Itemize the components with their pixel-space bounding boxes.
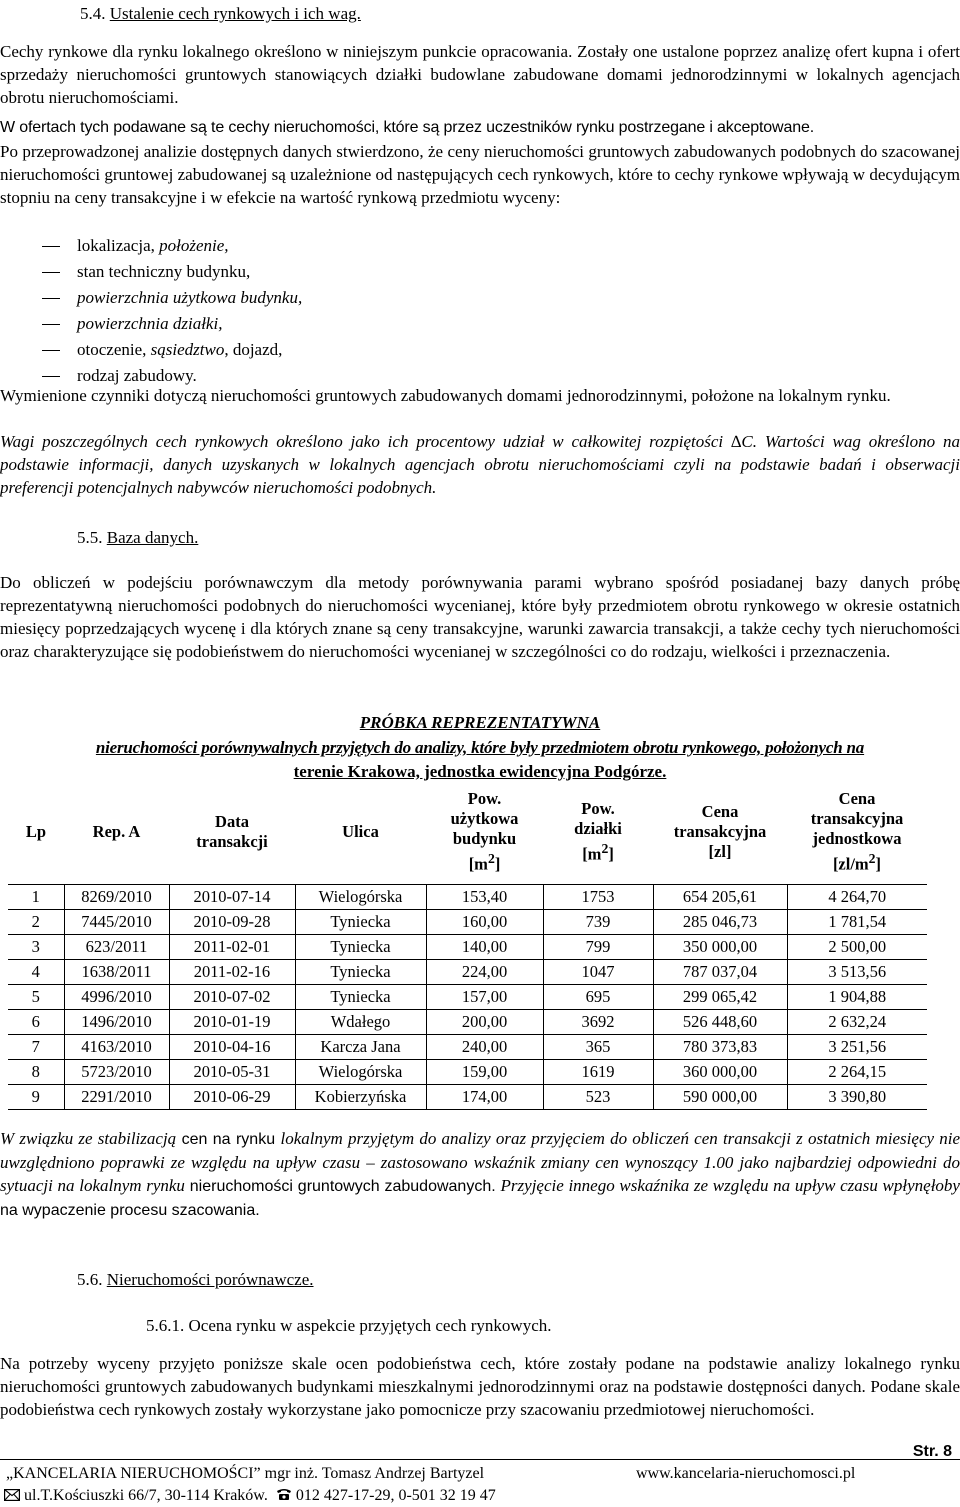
heading-title: Ustalenie cech rynkowych i ich wag.	[109, 4, 361, 23]
table-subtitle: terenie Krakowa, jednostka ewidencyjna Podgórze.	[293, 762, 667, 781]
table-cell: 695	[543, 985, 653, 1010]
footer-address-line	[4, 1484, 496, 1507]
table-cell: 1 781,54	[787, 910, 927, 935]
table-cell: 1 904,88	[787, 985, 927, 1010]
table-cell: 1619	[543, 1060, 653, 1085]
header-street: Ulica	[342, 822, 379, 841]
footer-phone: 012 427-17-29, 0-501 32 19 47	[295, 1487, 496, 1504]
page-number: Str. 8	[912, 1443, 952, 1460]
paragraph: W związku ze stabilizacją cen na rynku lokalnym przyjętym do analizy oraz przyjęciem do obliczeń cen transakcji z ostatnich miesięcy nie uwzględniono poprawki ze względu na upływ czasu – zastosowano wskaźnik zmiany cen wynoszący 1.00 jako najbardziej odpowiedni do sytuacji na lokalnym rynku nieruchomości gruntowych zabudowanych. Przyjęcie innego wskaźnika ze względu na upływ czasu wpłynęłoby na wypaczenie procesu szacowania.	[0, 1129, 960, 1219]
table-cell: 4163/2010	[64, 1035, 169, 1060]
table-cell: 523	[543, 1085, 653, 1110]
paragraph: Wymienione czynniki dotyczą nieruchomości gruntowych zabudowanych domami jednorodzinnymi, położone na lokalnym rynku.	[0, 386, 891, 405]
table-cell: 2011-02-16	[169, 960, 295, 985]
table-cell: 623/2011	[64, 935, 169, 960]
heading-title: Ocena rynku w aspekcie przyjętych cech rynkowych.	[188, 1316, 552, 1335]
list-item: powierzchnia działki,	[0, 311, 960, 337]
table-cell: Wielogórska	[295, 885, 426, 910]
table-cell: 654 205,61	[653, 885, 787, 910]
table-cell: 590 000,00	[653, 1085, 787, 1110]
table-cell: Wielogórska	[295, 1060, 426, 1085]
table-cell: 1638/2011	[64, 960, 169, 985]
list-item: otoczenie, sąsiedztwo, dojazd,	[0, 337, 960, 363]
table-cell: 174,00	[426, 1085, 543, 1110]
phone-icon	[276, 1488, 292, 1501]
market-features-list	[0, 233, 960, 389]
table-cell: 7445/2010	[64, 910, 169, 935]
paragraph: Do obliczeń w podejściu porównawczym dla metody porównywania parami wybrano spośród posiadanej bazy danych próbę reprezentatywną nieruchomości podobnych do nieruchomości wycenianej, które były przedmiotem obrotu rynkowego w okresie ostatnich miesięcy poprzedzających wycenę i dla których znane są ceny transakcyjne, warunki zawarcia transakcji, a także cechy tych nieruchomości oraz charakteryzujące się podobieństwem do nieruchomości wycenianej w szczególności co do rodzaju, wielkości i przeznaczenia.	[0, 573, 960, 661]
table-cell: 350 000,00	[653, 935, 787, 960]
table-cell: 140,00	[426, 935, 543, 960]
table-cell: Tyniecka	[295, 960, 426, 985]
table-title: PRÓBKA REPREZENTATYWNA	[359, 713, 601, 732]
table-cell: 153,40	[426, 885, 543, 910]
table-subtitle: nieruchomości porównywalnych przyjętych do analizy, które były przedmiotem obrotu rynkowego, położonych na	[95, 738, 865, 757]
table-cell: 4996/2010	[64, 985, 169, 1010]
table-cell: 5723/2010	[64, 1060, 169, 1085]
table-cell: 365	[543, 1035, 653, 1060]
table-cell: 2 632,24	[787, 1010, 927, 1035]
table-cell: 1047	[543, 960, 653, 985]
table-cell: 360 000,00	[653, 1060, 787, 1085]
table-cell: 2010-05-31	[169, 1060, 295, 1085]
header-rep: Rep. A	[92, 822, 141, 841]
header-price: Cena transakcyjna [zl]	[673, 802, 767, 861]
list-item: rodzaj zabudowy.	[0, 363, 960, 389]
table-cell: 2010-07-02	[169, 985, 295, 1010]
table-cell: 4 264,70	[787, 885, 927, 910]
table-cell: 9	[8, 1085, 64, 1110]
table-cell: 8	[8, 1060, 64, 1085]
table-cell: 3 513,56	[787, 960, 927, 985]
table-header-row	[8, 780, 927, 885]
table-cell: Karcza Jana	[295, 1035, 426, 1060]
table-cell: 739	[543, 910, 653, 935]
table-cell: 2	[8, 910, 64, 935]
table-row	[8, 1060, 927, 1085]
table-row	[8, 1085, 927, 1110]
table-cell: 787 037,04	[653, 960, 787, 985]
table-cell: 3 390,80	[787, 1085, 927, 1110]
table-cell: 799	[543, 935, 653, 960]
section-heading-5-4	[80, 2, 960, 25]
table-row	[8, 935, 927, 960]
table-cell: 200,00	[426, 1010, 543, 1035]
table-row	[8, 1010, 927, 1035]
table-cell: 160,00	[426, 910, 543, 935]
table-cell: Tyniecka	[295, 985, 426, 1010]
list-item: stan techniczny budynku,	[0, 259, 960, 285]
table-row	[8, 985, 927, 1010]
section-heading-5-5	[77, 526, 960, 549]
table-cell: Tyniecka	[295, 910, 426, 935]
table-cell: 5	[8, 985, 64, 1010]
table-cell: 1496/2010	[64, 1010, 169, 1035]
table-cell: Tyniecka	[295, 935, 426, 960]
footer-website[interactable]: www.kancelaria-nieruchomosci.pl	[636, 1465, 856, 1482]
table-cell: 2011-02-01	[169, 935, 295, 960]
table-row	[8, 960, 927, 985]
table-row	[8, 1035, 927, 1060]
table-cell: 2010-04-16	[169, 1035, 295, 1060]
table-row	[8, 910, 927, 935]
sample-table	[8, 780, 927, 1110]
header-lp: Lp	[25, 822, 47, 841]
header-plot-area: Pow. działki $[m^2]$	[574, 799, 622, 864]
heading-number: 5.6.	[77, 1270, 103, 1289]
table-cell: 157,00	[426, 985, 543, 1010]
table-cell: 240,00	[426, 1035, 543, 1060]
table-cell: 780 373,83	[653, 1035, 787, 1060]
section-heading-5-6	[77, 1268, 960, 1291]
table-cell: 159,00	[426, 1060, 543, 1085]
table-cell: 8269/2010	[64, 885, 169, 910]
heading-title: Nieruchomości porównawcze.	[106, 1270, 314, 1289]
table-cell: 1753	[543, 885, 653, 910]
table-cell: 1	[8, 885, 64, 910]
heading-title: Baza danych.	[106, 528, 199, 547]
table-cell: 2010-09-28	[169, 910, 295, 935]
table-cell: Wdałego	[295, 1010, 426, 1035]
paragraph: Wagi poszczególnych cech rynkowych określono jako ich procentowy udział w całkowitej rozpiętości ∆C. Wartości wag określono na podstawie informacji, danych uzyskanych w lokalnych agencjach obrotu nieruchomościami czyli na podstawie badań i obserwacji preferencji potencjalnych nabywców nieruchomości podobnych.	[0, 432, 960, 497]
table-cell: 3	[8, 935, 64, 960]
table-cell: 2010-07-14	[169, 885, 295, 910]
paragraph: Po przeprowadzonej analizie dostępnych danych stwierdzono, że ceny nieruchomości gruntowych zabudowanych podobnych do szacowanej nieruchomości gruntowej zabudowanej są uzależnione od następujących cech rynkowych, które to cechy rynkowe wpływają w decydującym stopniu na ceny transakcyjne i w efekcie na wartość rynkową przedmiotu wyceny:	[0, 142, 960, 207]
table-cell: 526 448,60	[653, 1010, 787, 1035]
table-cell: 3 251,56	[787, 1035, 927, 1060]
list-item: powierzchnia użytkowa budynku,	[0, 285, 960, 311]
table-cell: Kobierzyńska	[295, 1085, 426, 1110]
header-usable-area: Pow. użytkowa budynku $[m^2]$	[450, 789, 519, 874]
header-date: Data transakcji	[196, 812, 268, 851]
table-cell: 2291/2010	[64, 1085, 169, 1110]
table-cell: 224,00	[426, 960, 543, 985]
table-cell: 3692	[543, 1010, 653, 1035]
mail-icon	[4, 1489, 20, 1501]
header-unit-price: Cena transakcyjna jednostkowa $[zl/m^2]$	[810, 789, 904, 874]
table-cell: 4	[8, 960, 64, 985]
paragraph: W ofertach tych podawane są te cechy nieruchomości, które są przez uczestników rynku postrzegane i akceptowane.	[0, 119, 814, 136]
heading-number: 5.4.	[80, 4, 106, 23]
table-cell: 7	[8, 1035, 64, 1060]
list-item: lokalizacja, położenie,	[0, 233, 960, 259]
table-cell: 299 065,42	[653, 985, 787, 1010]
table-cell: 2010-01-19	[169, 1010, 295, 1035]
subsection-heading-5-6-1	[146, 1314, 960, 1337]
table-cell: 6	[8, 1010, 64, 1035]
heading-number: 5.5.	[77, 528, 103, 547]
table-cell: 285 046,73	[653, 910, 787, 935]
table-cell: 2 264,15	[787, 1060, 927, 1085]
footer-firm: „KANCELARIA NIERUCHOMOŚCI” mgr inż. Tomasz Andrzej Bartyzel	[6, 1465, 485, 1482]
heading-number: 5.6.1.	[146, 1316, 185, 1335]
table-cell: 2010-06-29	[169, 1085, 295, 1110]
table-row	[8, 885, 927, 910]
paragraph: Na potrzeby wyceny przyjęto poniższe skale ocen podobieństwa cech, które zostały podane na podstawie analizy lokalnego rynku nieruchomości gruntowych zabudowanych budynkami mieszkalnymi jednorodzinnymi oraz na podstawie dostępności danych. Podane skale podobieństwa cech rynkowych zostały wykorzystane jako pomocnicze przy szacowaniu przedmiotowej nieruchomości.	[0, 1354, 960, 1419]
table-cell: 2 500,00	[787, 935, 927, 960]
footer-address: ul.T.Kościuszki 66/7, 30-114 Kraków.	[24, 1487, 268, 1504]
paragraph: Cechy rynkowe dla rynku lokalnego określono w niniejszym punkcie opracowania. Zostały one ustalone poprzez analizę ofert kupna i ofert sprzedaży nieruchomości gruntowych stanowiących działki budowlane zabudowane domami jednorodzinnymi w lokalnych agencjach obrotu nieruchomościami.	[0, 42, 960, 107]
